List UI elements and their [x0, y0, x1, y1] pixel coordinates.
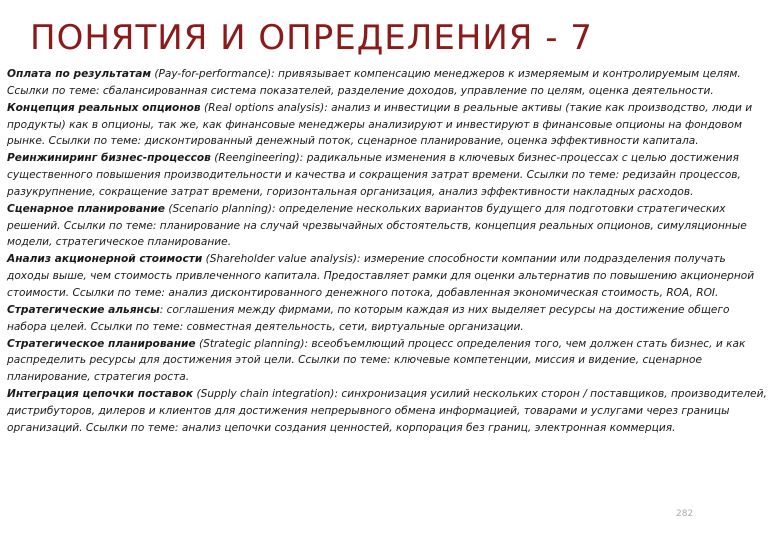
definition-entry — [7, 302, 767, 336]
definition-entry — [7, 336, 767, 387]
definition-text: (Real options analysis): анализ и инвестиции в реальные активы (такие как производство, люди и продукты) как в опционы, так же, как финансовые менеджеры анализируют и инвестируют в финансовые опционы на фондовом рынке. Ссылки по теме: дисконтированный денежный поток, сценарное планирование, оценка эффективности капитала. — [7, 101, 753, 148]
page-number: 282 — [676, 509, 694, 519]
slide-title: ПОНЯТИЯ И ОПРЕДЕЛЕНИЯ - 7 — [30, 18, 593, 58]
definition-term: Анализ акционерной стоимости — [7, 253, 203, 266]
definition-entry — [7, 150, 767, 201]
definition-entry — [7, 251, 767, 302]
definition-term: Концепция реальных опционов — [7, 101, 201, 114]
definition-term: Стратегические альянсы — [7, 303, 160, 316]
definition-entry — [7, 386, 767, 437]
definition-text: (Scenario planning): определение нескольких вариантов будущего для подготовки стратегических решений. Ссылки по теме: планирование на случай чрезвычайных обстоятельств, концепция реальных опционов, симуляционные модели, стратегическое планирование. — [7, 202, 747, 249]
definition-text: (Strategic planning): всеобъемлющий процесс определения того, чем должен стать бизнес, и как распределить ресурсы для достижения этой цели. Ссылки по теме: ключевые компетенции, миссия и видение, сценарное планирование, стратегия роста. — [7, 337, 746, 384]
definition-text: (Shareholder value analysis): измерение способности компании или подразделения получать доходы выше, чем стоимость привлеченного капитала. Предоставляет рамки для оценки альтернатив по повышению акционерной стоимости. Ссылки по теме: анализ дисконтированного денежного потока, добавленная экономическая стоимость, ROA, ROI. — [7, 253, 755, 299]
definition-text: (Pay-for-performance): привязывает компенсацию менеджеров к измеряемым и контролируемым целям. Ссылки по теме: сбалансированная система показателей, разделение доходов, управление по целям, оценка деятельности. — [7, 68, 741, 97]
definitions-list — [7, 66, 767, 437]
definition-term: Интеграция цепочки поставок — [7, 388, 194, 401]
definition-text: (Reengineering): радикальные изменения в ключевых бизнес-процессах с целью достижения существенного повышения производительности и качества и сокращения затрат времени. Ссылки по теме: редизайн процессов, разукрупнение, сокращение затрат времени, горизонтальная организация, анализ эффективности накладных расходов. — [7, 152, 741, 198]
definition-text: : соглашения между фирмами, по которым каждая из них выделяет ресурсы на достижение общего набора целей. Ссылки по теме: совместная деятельность, сети, виртуальные организации. — [7, 303, 730, 333]
definition-term: Стратегическое планирование — [7, 337, 196, 350]
definition-entry — [7, 201, 767, 252]
definition-term: Сценарное планирование — [7, 202, 165, 215]
definition-entry — [7, 100, 767, 151]
definition-term: Оплата по результатам — [7, 68, 152, 80]
definition-entry — [7, 66, 767, 100]
definition-term: Реинжиниринг бизнес-процессов — [7, 152, 211, 165]
definition-text: (Supply chain integration): синхронизация усилий нескольких сторон / поставщиков, производителей, дистрибуторов, дилеров и клиентов для достижения непрерывного обмена информацией, товарами и услугами через границы организаций. Ссылки по теме: анализ цепочки создания ценностей, корпорация без границ, электронная коммерция. — [7, 388, 767, 434]
